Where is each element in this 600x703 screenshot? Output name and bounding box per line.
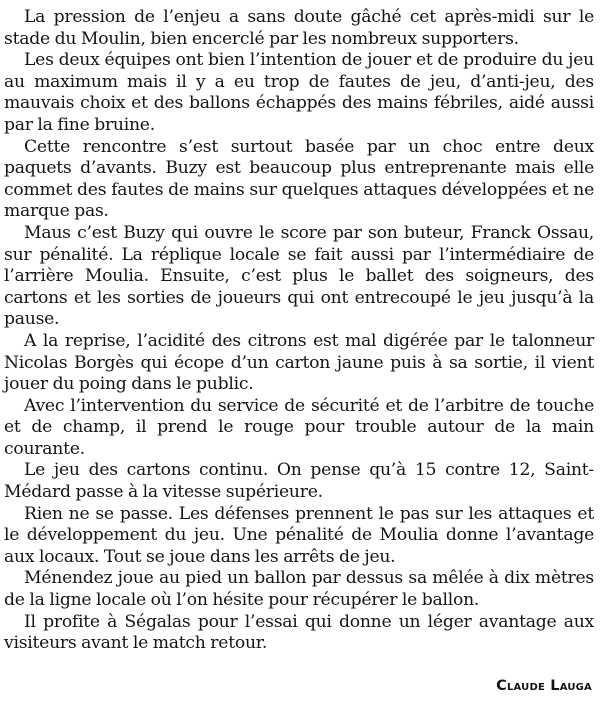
paragraph-1: La pression de l’enjeu a sans doute gâché cet après-midi sur le stade du Moulin, bien encerclé par les nombreux supporters.: [4, 7, 594, 49]
paragraph-8: Rien ne se passe. Les défenses prennent le pas sur les attaques et le développement du jeu. Une pénalité de Moulia donne l’avantage aux locaux. Tout se joue dans les arrêts de jeu.: [4, 503, 594, 567]
paragraph-3: Cette rencontre s’est surtout basée par un choc entre deux paquets d’avants. Buzy est beaucoup plus entreprenante mais elle commet des fautes de mains sur quelques attaques développées et ne marque pas.: [4, 136, 594, 222]
paragraph-2: Les deux équipes ont bien l’intention de jouer et de produire du jeu au maximum mais il y a eu trop de fautes de jeu, d’anti-jeu, des mauvais choix et des ballons échappés des mains fébriles, aidé aussi par la fine bruine.: [4, 50, 594, 135]
paragraph-9: Ménendez joue au pied un ballon par dessus sa mêlée à dix mètres de la ligne locale où l’on hésite pour récupérer le ballon.: [4, 568, 594, 611]
paragraph-4: Maus c’est Buzy qui ouvre le score par son buteur, Franck Ossau, sur pénalité. La réplique locale se fait aussi par l’intermédiaire de l’arrière Moulia. Ensuite, c’est plus le ballet des soigneurs, des cartons et les sorties de joueurs qui ont entrecoupé le jeu jusqu’à la pause.: [4, 222, 594, 330]
paragraph-10: Il profite à Ségalas pour l’essai qui donne un léger avantage aux visiteurs avant le match retour.: [4, 611, 594, 654]
author-byline: Claude Lauga: [496, 678, 592, 694]
paragraph-6: Avec l’intervention du service de sécurité et de l’arbitre de touche et de champ, il prend le rouge pour trouble autour de la main courante.: [4, 395, 594, 459]
paragraph-7: Le jeu des cartons continu. On pense qu’à 15 contre 12, Saint-Médard passe à la vitesse supérieure.: [4, 460, 594, 503]
paragraph-5: A la reprise, l’acidité des citrons est mal digérée par le talonneur Nicolas Borgès qui écope d’un carton jaune puis à sa sortie, il vient jouer du poing dans le public.: [4, 330, 594, 395]
article-body: [4, 7, 594, 655]
